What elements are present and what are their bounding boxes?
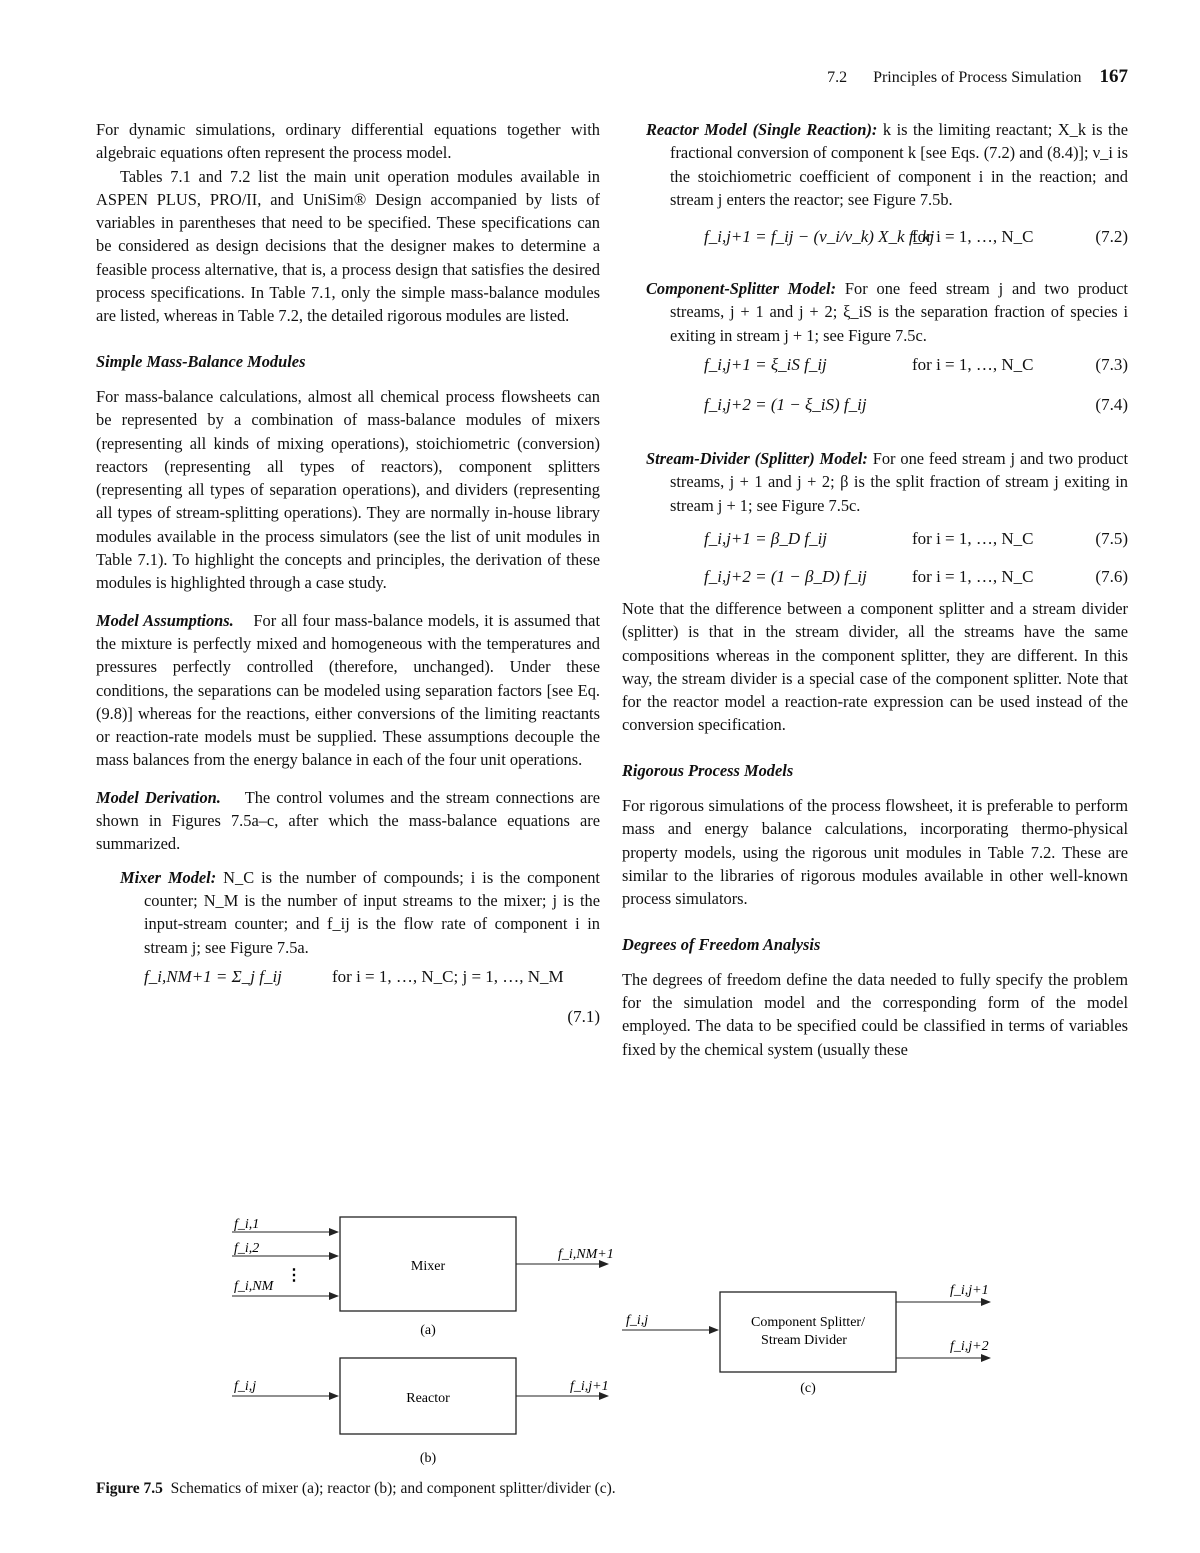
figure-part-label: (a): [420, 1323, 436, 1338]
splitter-box: [720, 1292, 896, 1372]
section-title: Principles of Process Simulation: [873, 69, 1082, 86]
stream-label: f_i,j+1: [570, 1379, 609, 1394]
caption-text: Schematics of mixer (a); reactor (b); and component splitter/divider (c).: [170, 1480, 616, 1497]
paragraph-text: For one feed stream j and two product streams, j + 1 and j + 2; ξ_iS is the separation fraction of species i exiting in stream j + 1; see Figure 7.5c.: [670, 279, 1128, 345]
stream-label: f_i,j: [234, 1379, 257, 1394]
equation-condition: for i = 1, …, N_C: [912, 566, 1034, 586]
subheading: Simple Mass-Balance Modules: [96, 351, 306, 371]
equation-number: (7.5): [1095, 528, 1128, 548]
equation-lhs: f_i,j+1 = ξ_iS f_ij: [704, 355, 827, 375]
paragraph: Tables 7.1 and 7.2 list the main unit operation modules available in ASPEN PLUS, PRO/II, and UniSim® Design accompanied by lists of variables in parentheses that need to be specified. These specifications can be considered as design decisions that the designer makes to determine a feasible process alternative, that is, a process design that satisfies the desired process specifications. In Table 7.1, only the simple mass-balance modules are listed, whereas in Table 7.2, the detailed rigorous modules are listed.: [96, 166, 600, 326]
stream-label: f_i,NM+1: [558, 1247, 614, 1262]
paragraph-text: The control volumes and the stream connections are shown in Figures 7.5a–c, after which the mass-balance equations are summarized.: [96, 787, 601, 854]
stream-label: f_i,j+2: [950, 1339, 989, 1354]
paragraph: For dynamic simulations, ordinary differential equations together with algebraic equations often represent the process model.: [96, 120, 600, 163]
run-in-heading: Model Assumptions.: [96, 610, 234, 630]
run-in-heading: Reactor Model (Single Reaction):: [646, 120, 878, 139]
equation-condition: for i = 1, …, N_C: [912, 528, 1034, 548]
stream-label: f_i,NM: [234, 1279, 274, 1294]
equation-condition: for i = 1, …, N_C: [912, 355, 1034, 375]
stream-label: f_i,1: [234, 1217, 260, 1232]
subheading: Rigorous Process Models: [622, 760, 794, 780]
run-in-heading: Stream-Divider (Splitter) Model:: [646, 449, 868, 469]
paragraph-text: N_C is the number of compounds; i is the component counter; N_M is the number of input streams to the mixer; j is the input-stream counter; and f_ij is the flow rate of component i in stream j; see Figure 7.5a.: [144, 867, 600, 957]
equation-number: (7.6): [1095, 566, 1128, 586]
figure-caption: [96, 1480, 616, 1498]
section-number: 7.2: [827, 69, 848, 86]
paragraph-text: k is the limiting reactant; X_k is the fractional conversion of component k [see Eqs. (7.2) and (8.4)]; ν_i is the stoichiometric coefficient of component i in the reaction; and stream j enters the reactor; see Figure 7.5b.: [670, 120, 1128, 209]
splitter-label-line2: Stream Divider: [761, 1333, 847, 1348]
figure-part-label: (b): [419, 1451, 437, 1466]
stream-label: f_i,2: [234, 1241, 260, 1256]
equation-lhs: f_i,NM+1 = Σ_j f_ij: [144, 966, 282, 986]
caption-label: Figure 7.5: [96, 1480, 163, 1497]
equation-condition: for i = 1, …, N_C; j = 1, …, N_M: [332, 966, 564, 986]
page-number: 167: [1099, 66, 1128, 87]
stream-label: f_i,j: [626, 1313, 649, 1328]
equation-number: (7.3): [1095, 355, 1128, 375]
paragraph: The degrees of freedom define the data needed to fully specify the problem for the simulation model and the corresponding form of the model employed. The data to be specified could be classified in terms of variables fixed by the chemical system (usually these: [622, 969, 1128, 1059]
equation-condition: for i = 1, …, N_C: [912, 227, 1034, 247]
equation-number: (7.2): [1095, 227, 1128, 247]
equation-lhs: f_i,j+2 = (1 − β_D) f_ij: [704, 566, 867, 586]
subheading: Degrees of Freedom Analysis: [622, 934, 821, 954]
paragraph: For mass-balance calculations, almost all chemical process flowsheets can be represented by a combination of mass-balance modules of mixers (representing all kinds of mixing operations), stoichiometric (conversion) reactors (representing all types of reactors), component splitters (representing all types of separation operations), and dividers (representing all types of stream-splitting operations). They are normally in-house library modules available in the process simulators (see the list of unit modules in Table 7.1). To highlight the concepts and principles, the derivation of these modules is highlighted through a case study.: [96, 386, 600, 593]
equation-number: (7.1): [567, 1006, 600, 1026]
run-in-heading: Component-Splitter Model:: [646, 279, 837, 299]
paragraph: For rigorous simulations of the process flowsheet, it is preferable to perform mass and energy balance calculations, incorporating thermo-physical property models, using the rigorous unit modules in Table 7.2. These are similar to the libraries of rigorous modules available in other well-known process simulators.: [622, 796, 1128, 909]
equation-lhs: f_i,j+1 = f_ij − (ν_i/ν_k) X_k f_kj: [704, 227, 935, 247]
run-in-heading: Model Derivation.: [96, 787, 221, 807]
reactor-label: Reactor: [406, 1391, 450, 1406]
equation-lhs: f_i,j+2 = (1 − ξ_iS) f_ij: [704, 395, 867, 415]
paragraph-text: For all four mass-balance models, it is assumed that the mixture is perfectly mixed and homogeneous with the temperatures and pressures perfectly controlled (therefore, unchanged). Under these conditions, the separations can be modeled using separation factors [see Eq. (9.8)] whereas for the reactions, either conversions of the limiting reactants or reaction-rate models must be supplied. These assumptions decouple the mass balances from the energy balance in each of the four unit operations.: [96, 610, 600, 770]
paragraph: Note that the difference between a component splitter and a stream divider (splitter) is that in the stream divider, all the streams have the same compositions whereas in the component splitter, they are different. In this way, the stream divider is a special case of the component splitter. Note that for the reactor model a reaction-rate expression can be used instead of the conversion specification.: [622, 598, 1128, 735]
equation-lhs: f_i,j+1 = β_D f_ij: [704, 528, 828, 548]
paragraph-text: For one feed stream j and two product streams, j + 1 and j + 2; β is the split fraction of stream j exiting in stream j + 1; see Figure 7.5c.: [670, 449, 1128, 515]
run-in-heading: Mixer Model:: [120, 867, 217, 887]
ellipsis-dots: ⋮: [286, 1267, 302, 1284]
splitter-label-line1: Component Splitter/: [751, 1315, 865, 1330]
mixer-label: Mixer: [410, 1259, 446, 1274]
stream-label: f_i,j+1: [950, 1283, 989, 1298]
figure-part-label: (c): [800, 1381, 816, 1396]
equation-number: (7.4): [1095, 395, 1128, 415]
